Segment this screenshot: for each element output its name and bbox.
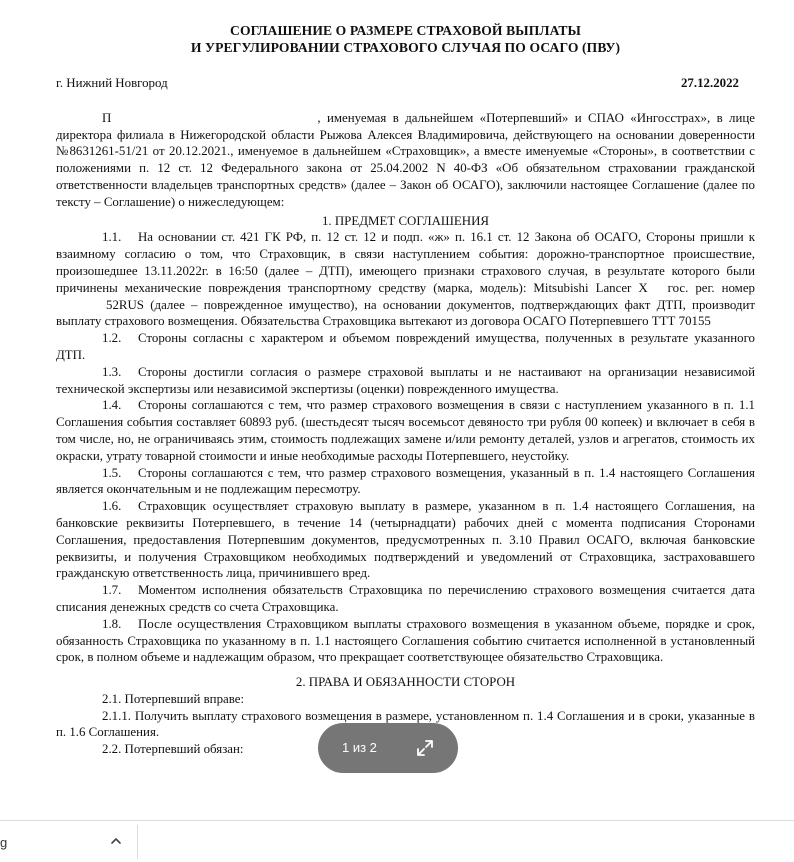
clause-2-2: 2.2. Потерпевший обязан: bbox=[102, 742, 244, 757]
clause-1-2 bbox=[56, 330, 755, 364]
clause-1-5 bbox=[56, 465, 755, 499]
clause-2-1: 2.1. Потерпевший вправе: bbox=[102, 691, 245, 706]
page-indicator-pill bbox=[318, 723, 458, 773]
clause-1-1-text-b: гос. рег. номер bbox=[667, 280, 755, 295]
clause-1-7 bbox=[56, 582, 755, 616]
intro-text: именуемая в дальнейшем «Потерпевший» и СПАО «Ингосстрах», в лице директора филиала в Нижегородской области Рыжова Алексея Владимировича, действующего на основании доверенности №8631261-51/21 от 20.12.2021., именуемое в дальнейшем «Страховщик», а вместе именуемые «Стороны», в соответствии с положениями п. 12 ст. 12 Федерального закона от 25.04.2002 N 40-ФЗ «Об обязательном страховании гражданской ответственности владельцев транспортных средств» (далее – Закон об ОСАГО), заключили настоящее Соглашение (далее по тексту – Соглашение) о нижеследующем: bbox=[56, 110, 755, 209]
clause-1-6-number: 1.6. bbox=[102, 499, 122, 514]
city: г. Нижний Новгород bbox=[56, 76, 168, 90]
clause-1-6-text: Страховщик осуществляет страховую выплату в размере, указанном в п. 1.4 настоящего Соглашения, на банковские реквизиты Потерпевшего, в течение 14 (четырнадцати) рабочих дней с момента подписания Сторонами Соглашения, предоставления Потерпевшим документов, предусмотренных п. 3.10 Правил ОСАГО, включая банковские реквизиты, и получения Страховщиком необходимых подтверждений и уведомлений от Страховщика, застраховавшего гражданскую ответственность лица, причинившего вред. bbox=[56, 499, 755, 581]
document-body bbox=[56, 22, 755, 758]
document-title-line1: СОГЛАШЕНИЕ О РАЗМЕРЕ СТРАХОВОЙ ВЫПЛАТЫ bbox=[230, 23, 581, 38]
download-file-name[interactable]: g bbox=[0, 835, 8, 850]
clause-1-7-text: Моментом исполнения обязательств Страховщика по перечислению страхового возмещения считается дата списания денежных средств со счета Страховщика. bbox=[56, 583, 755, 614]
download-bar-divider bbox=[137, 825, 138, 859]
clause-1-8-number: 1.8. bbox=[102, 616, 122, 631]
clause-1-3-number: 1.3. bbox=[102, 364, 122, 379]
expand-icon[interactable] bbox=[416, 739, 434, 757]
clause-1-1 bbox=[56, 229, 755, 330]
clause-1-8-text: После осуществления Страховщиком выплаты страхового возмещения в указанном объеме, порядке и срок, обязанность Страховщика по указанному в п. 1.1 настоящего Соглашения событию считается исполненной в установленный срок, в полном объеме и надлежащим образом, что прекращает соответствующее обязательство Страховщика. bbox=[56, 616, 755, 665]
intro-paragraph: П , именуемая в дальнейшем «Потерпевший» и СПАО «Ингосстрах», в лице директора филиала в Нижегородской области Рыжова Алексея Владимировича, действующего на основании доверенности №8631261-51/21 от 20.12.2021., именуемое в дальнейшем «Страховщик», а вместе именуемые «Стороны», в соответствии с положениями п. 12 ст. 12 Федерального закона от 25.04.2002 N 40-ФЗ «Об обязательном страховании гражданской ответственности владельцев транспортных средств» (далее – Закон об ОСАГО), заключили настоящее Соглашение (далее по тексту – Соглашение) о нижеследующем: bbox=[56, 110, 755, 209]
clause-1-3-text: Стороны достигли согласия о размере страховой выплаты и не настаивают на организации независимой технической экспертизы или независимой экспертизы (оценки) поврежденного имущества. bbox=[56, 364, 755, 396]
clause-1-1-text-c: 52RUS (далее – поврежденное имущество), на основании документов, подтверждающих факт ДТП, производит выплату страхового возмещения. Обязательства Страховщика вытекают из договора ОСАГО Потерпевшего ТТТ 70155 bbox=[56, 297, 755, 329]
clause-1-4-number: 1.4. bbox=[102, 398, 122, 413]
clause-1-8 bbox=[56, 616, 755, 666]
clause-1-5-number: 1.5. bbox=[102, 465, 122, 480]
intro-initial: П bbox=[102, 110, 112, 125]
clause-1-4 bbox=[56, 397, 755, 464]
clause-2-1-1: 2.1.1. Получить выплату страхового возмещения в размере, установленном п. 1.4 Соглашения и в сроки, указанные в п. 1.6 Соглашения. bbox=[56, 708, 755, 740]
clause-1-1-text-a: На основании ст. 421 ГК РФ, п. 12 ст. 12 и подп. «ж» п. 16.1 ст. 12 Закона об ОСАГО, Стороны пришли к взаимному согласию о том, что Страховщик, в связи наступлением события: дорожно-транспортное происшествие, произошедшее 13.11.2022г. в 16:50 (далее – ДТП), имеющего признаки страхового случая, в результате которого были причинены механические повреждения транспортному средству (марка, модель): Mitsubishi Lancer X bbox=[56, 230, 755, 295]
clause-1-5-text: Стороны соглашаются с тем, что размер страхового возмещения, указанный в п. 1.4 настоящего Соглашения является окончательным и не подлежащим пересмотру. bbox=[56, 465, 755, 497]
clause-1-1-number: 1.1. bbox=[102, 230, 122, 245]
clause-1-7-number: 1.7. bbox=[102, 583, 122, 598]
document-title-line2: И УРЕГУЛИРОВАНИИ СТРАХОВОГО СЛУЧАЯ ПО ОСАГО (ПВУ) bbox=[190, 40, 621, 55]
section1-title: 1. ПРЕДМЕТ СОГЛАШЕНИЯ bbox=[321, 213, 489, 228]
clause-1-3 bbox=[56, 364, 755, 398]
clause-1-6 bbox=[56, 498, 755, 582]
document-date: 27.12.2022 bbox=[680, 76, 739, 90]
clause-1-4-text: Стороны соглашаются с тем, что размер страхового возмещения в связи с наступлением указанного в п. 1.1 Соглашения события составляет 60893 руб. (шестьдесят тысяч восемьсот девяносто три рубля 00 копеек) и включает в себя в том числе, но, не ограничиваясь этим, стоимость подлежащих замене и/или ремонту деталей, узлов и агрегатов, стоимость их окраски, утрату товарной стоимости и иные необходимые расходы Потерпевшего, неустойку. bbox=[56, 398, 755, 463]
clause-1-2-number: 1.2. bbox=[102, 331, 122, 346]
download-bar bbox=[0, 820, 794, 862]
city-date-row bbox=[56, 75, 755, 92]
page-indicator: 1 из 2 bbox=[342, 740, 377, 755]
section2-title: 2. ПРАВА И ОБЯЗАННОСТИ СТОРОН bbox=[295, 675, 516, 690]
clause-1-2-text: Стороны согласны с характером и объемом повреждений имущества, полученных в результате указанного ДТП. bbox=[56, 331, 755, 362]
chevron-up-icon[interactable] bbox=[108, 833, 124, 849]
